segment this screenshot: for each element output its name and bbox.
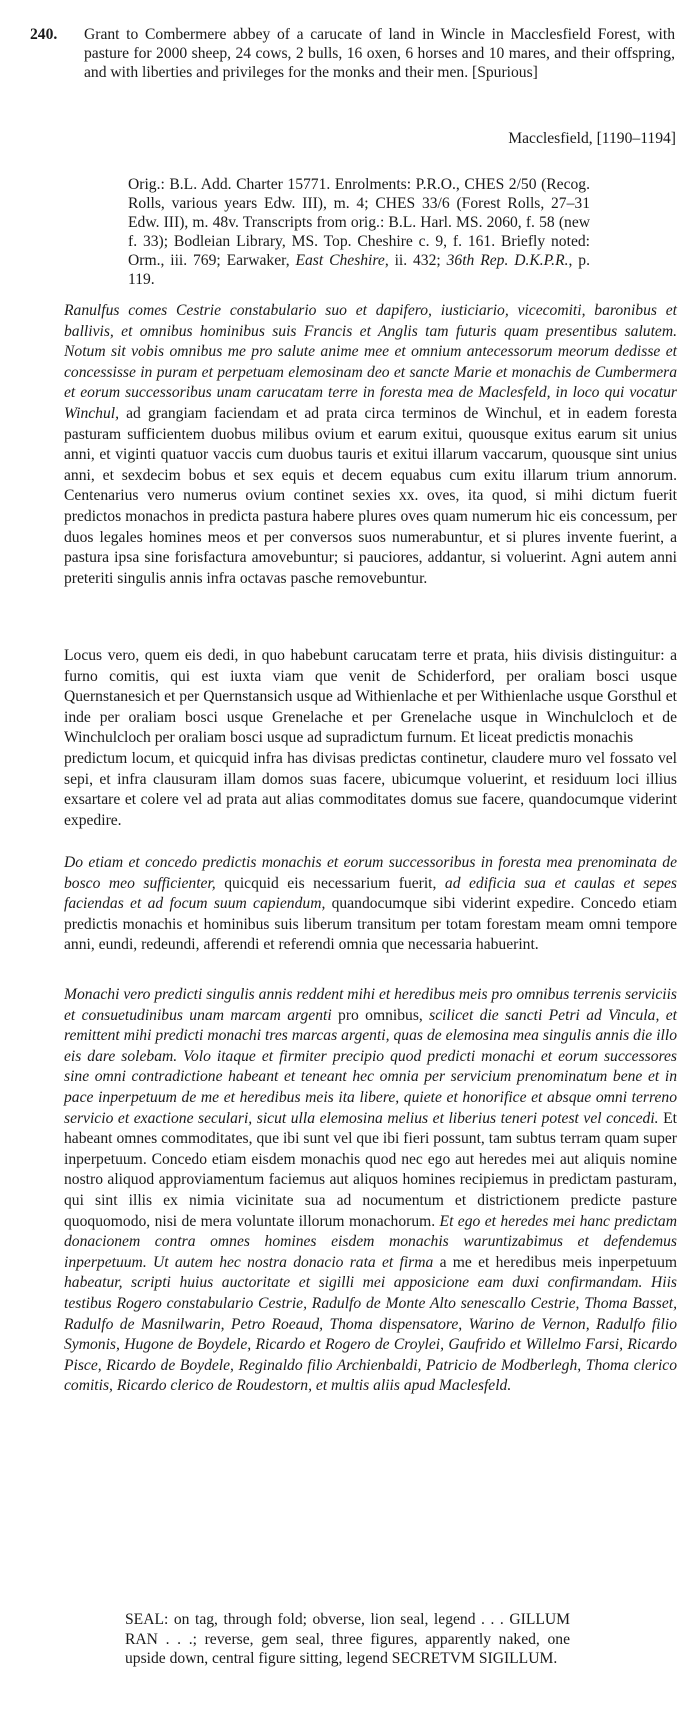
charter-paragraph-4 — [64, 985, 677, 1397]
charter-paragraph-1 — [64, 301, 677, 589]
entry-heading — [30, 26, 675, 82]
charter-text-italic: habeatur, scripti huius auctoritate et sigilli mei apposicione eam duxi confirmandam. Hiis testibus Rogero constabulario Cestrie, Radulfo de Monte Alto senescallo Cestrie, Thoma Basset, Radulfo de Masnilwarin, Petro Roeaud, Thoma dispensatore, Warino de Vernon, Radulfo filio Symonis, Hugone de Boydele, Ricardo et Rogero de Croylei, Gaufrido et Willelmo Farsi, Ricardo Pisce, Ricardo de Boydele, Reginaldo filio Archienbaldi, Patricio de Modberlegh, Thoma clerico comitis, Ricardo clerico de Roudestorn, et multis aliis apud Maclesfeld. — [64, 1274, 677, 1395]
charter-text-roman: ad grangiam faciendam et ad prata circa terminos de Winchul, et in eadem foresta pasturam sufficientem duobus milibus ovium et earum exitui, quousque exitus earum sit unius anni, et viginti quatuor vaccis cum duobus tauris et exitui illarum vaccarum, quousque sint unius anni, et sexdecim bobus et sex equis et decem equabus cum exitu illarum trium annorum. Centenarius vero numerus ovium continet sexies xx. oves, ita quod, si mihi dictum fuerit predictos monachos in predicta pastura habere plures oves quam numerum hic eis concessum, per duos legales homines meos et per conversos suos numerabuntur, et si plures invente fuerint, a pastura ipsa sine forisfactura amovebuntur; si pauciores, addantur, si voluerint. Agni autem anni preteriti singulis annis infra octavas pasche removebuntur. — [64, 404, 677, 587]
references-text-3: , p. 119. — [128, 251, 590, 288]
charter-text-roman: a me et heredibus meis inperpetuum — [433, 1253, 678, 1271]
references-title-dkpr: 36th Rep. D.K.P.R. — [446, 251, 569, 269]
charter-paragraph-2: Locus vero, quem eis dedi, in quo habebunt carucatam terre et prata, hiis divisis distinguitur: a furno comitis, qui est iuxta viam que venit de Schiderford, per oraliam bosci usque Quernstanesich et per Quernstansich usque ad Withienlache et per Withienlache usque Gorsthul et inde per oraliam bosci usque Grenelache et per Grenelache usque in Winchulcloch et de Winchulcloch per oraliam bosci usque ad supradictum furnum. Et liceat predictis monachis — [64, 647, 677, 747]
charter-text-italic: Ranulfus comes Cestrie constabulario suo et dapifero, iusticiario, vicecomiti, baronibus et ballivis, et omnibus hominibus suis Francis et Anglis tam futuris quam presentibus salutem. Notum sit vobis omnibus me pro salute anime mee et omnium antecessorum meorum dedisse et concessisse in puram et perpetuam elemosinam deo et sancte Marie et monachis de Cumbermera et eorum successoribus unam carucatam terre in foresta mea de Maclesfeld, in loco qui vocatur Winchul, — [64, 302, 677, 422]
charter-text-roman: quicquid eis necessarium fuerit, — [215, 874, 445, 892]
charter-paragraph-3 — [64, 853, 677, 956]
charter-text-italic: ad edificia sua et caulas et sepes faciendas et ad focum suum capiendum, — [64, 874, 677, 913]
entry-number: 240. — [30, 26, 58, 43]
references-text: Orig.: B.L. Add. Charter 15771. Enrolments: P.R.O., CHES 2/50 (Recog. Rolls, various years Edw. III), m. 4; CHES 33/6 (Forest Rolls, 27–31 Edw. III), m. 48v. Transcripts from orig.: B.L. Harl. MS. 2060, f. 58 (new f. 33); Bodleian Library, MS. Top. Cheshire c. 9, f. 161. Briefly noted: Orm., iii. 769; Earwaker, — [128, 176, 590, 269]
charter-text-roman: Et habeant omnes commoditates, que ibi sunt vel que ibi fieri possunt, tam subtus terram quam super inperpetuum. Concedo etiam eisdem monachis quod nec ego aut heredes mei aut aliquis nomine nostro aliquod approviamentum faciemus aut aliquos homines recipiemus in predictam pasturam, qui sint illis ex nimia vicinitate sua ad nocumentum et districtionem predicte pasture quoquomodo, nisi de mera voluntate illorum monachorum. — [64, 1109, 677, 1230]
references-text-2: , ii. 432; — [384, 251, 447, 269]
charter-text-italic: scilicet die sancti Petri ad Vincula, et remittent mihi predicti monachi tres marcas argenti, quas de elemosina mea singulis annis die illo eis dare solebam. Volo itaque et firmiter precipio quod predicti monachi et eorum successores sine omni contradictione habeant et teneant hec omnia per servicium prenominatum bene et in pace inperpetuum de me et heredibus meis ita libere, quiete et honorifice et absque omni terreno servicio et exactione seculari, sicut ulla elemosina melius et liberius teneri potest vel concedi. — [64, 1006, 677, 1127]
place-date: Macclesfield, [1190–1194] — [508, 130, 676, 147]
charter-text-italic: Do etiam et concedo predictis monachis et eorum successoribus in foresta mea prenominata de bosco meo sufficienter, — [64, 854, 677, 892]
entry-title: Grant to Combermere abbey of a carucate of land in Wincle in Macclesfield Forest, with pasture for 2000 sheep, 24 cows, 2 bulls, 16 oxen, 6 horses and 10 mares, and their offspring, and with liberties and privileges for the monks and their men. [Spurious] — [84, 26, 675, 81]
charter-paragraph-2-continued: predictum locum, et quicquid infra has divisas predictas continetur, claudere muro vel fossato vel sepi, et infra clausuram illam domos suas facere, ubicumque voluerint, et residuum loci illius exsartare et colere vel ad prata aut alias commoditates domus sue facere, quandocumque viderint expedire. — [64, 750, 677, 829]
charter-text-roman: quandocumque sibi viderint expedire. Concedo etiam predictis monachis et hominibus suis liberum transitum per totam forestam meam omni tempore anni, eundi, redeundi, afferendi et referendi omnia que necessaria habuerint. — [64, 895, 677, 954]
charter-text-roman: pro omnibus, — [331, 1006, 430, 1024]
references — [128, 176, 590, 289]
references-title-east-cheshire: East Cheshire — [295, 251, 385, 269]
charter-text-italic: Monachi vero predicti singulis annis reddent mihi et heredibus meis pro omnibus terrenis serviciis et consuetudinibus unam marcam argenti — [64, 986, 677, 1024]
charter-text-italic: Et ego et heredes mei hanc predictam donacionem contra omnes homines eisdem monachis waruntizabimus et defendemus inperpetuum. Ut autem hec nostra donacio rata et firma — [64, 1212, 677, 1271]
seal-description: SEAL: on tag, through fold; obverse, lion seal, legend . . . GILLUM RAN . . .; reverse, gem seal, three figures, apparently naked, one upside down, central figure sitting, legend SECRETVM SIGILLUM. — [125, 1611, 570, 1667]
